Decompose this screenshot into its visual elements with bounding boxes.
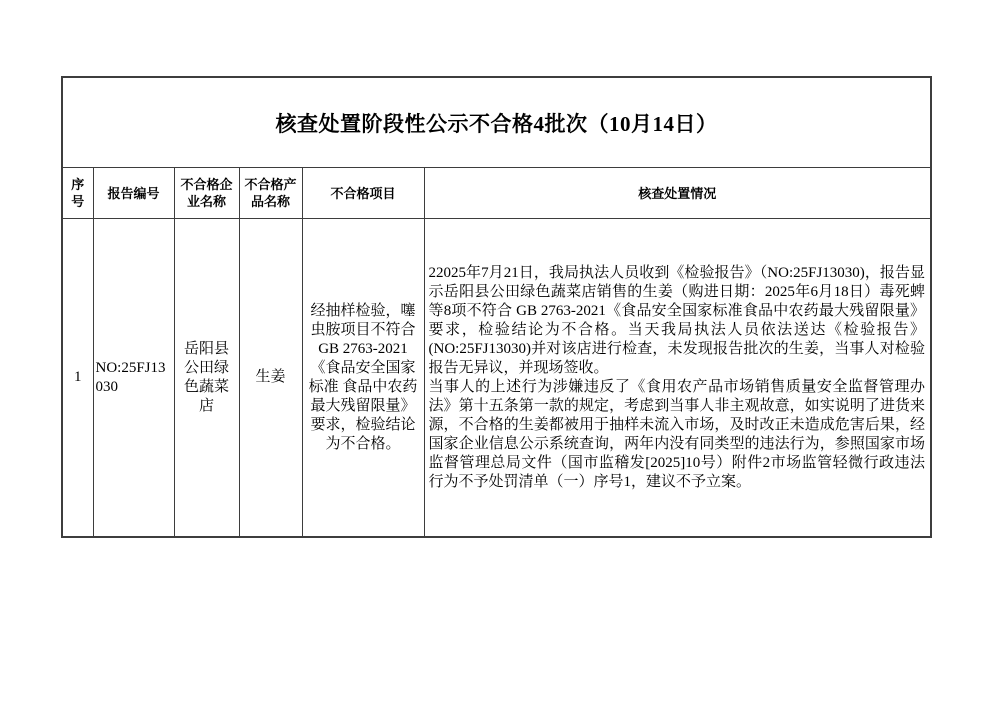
issue-cell: [302, 219, 424, 538]
page-title: 核查处置阶段性公示不合格4批次（10月14日）: [275, 111, 718, 136]
seq-cell: 1: [62, 219, 93, 538]
header-cell-issue: 不合格项目: [302, 168, 424, 219]
inspection-results-table: [61, 76, 932, 538]
header-row: [62, 168, 931, 219]
table-title-cell: [62, 77, 931, 168]
header-cell-product: 不合格产品名称: [239, 168, 302, 219]
product-cell: 生姜: [239, 219, 302, 538]
header-cell-disposal: 核查处置情况: [424, 168, 931, 219]
company-cell: 岳阳县公田绿色蔬菜店: [174, 219, 239, 538]
issue-paragraph-2: 要求，检验结论为不合格。: [310, 416, 416, 452]
issue-paragraph-1: 经抽样检验，噻虫胺项目不符合 GB 2763-2021《食品安全国家标准 食品中农药最大残留限量》: [308, 302, 418, 414]
table-row: [62, 219, 931, 538]
disposal-cell: [424, 219, 931, 538]
header-cell-report-no: 报告编号: [93, 168, 174, 219]
disposal-paragraph-2: 当事人的上述行为涉嫌违反了《食用农产品市场销售质量安全监督管理办法》第十五条第一款的规定，考虑到当事人非主观故意，如实说明了进货来源，不合格的生姜都被用于抽样未流入市场，及时改正未造成危害后果，经国家企业信息公示系统查询，两年内没有同类型的违法行为，参照国家市场监督管理总局文件（国市监稽发[2025]10号）附件2市场监管轻微行政违法行为不予处罚清单（一）序号1，建议不予立案。: [428, 378, 926, 490]
disposal-paragraph-1: 22025年7月21日，我局执法人员收到《检验报告》（NO:25FJ13030)，报告显示岳阳县公田绿色蔬菜店销售的生姜（购进日期：2025年6月18日）毒死蜱等8项不符合 GB 2763-2021《食品安全国家标准食品中农药最大残留限量》要求，检验结论为不合格。当天我局执法人员依法送达《检验报告》(NO:25FJ13030)并对该店进行检查，未发现报告批次的生姜，当事人对检验报告无异议，并现场签收。: [428, 264, 926, 376]
inspection-results-table-wrap: [61, 76, 930, 538]
header-cell-seq: 序号: [62, 168, 93, 219]
report-no-cell: NO:25FJ13030: [93, 219, 174, 538]
header-cell-company: 不合格企业名称: [174, 168, 239, 219]
title-row: [62, 77, 931, 168]
